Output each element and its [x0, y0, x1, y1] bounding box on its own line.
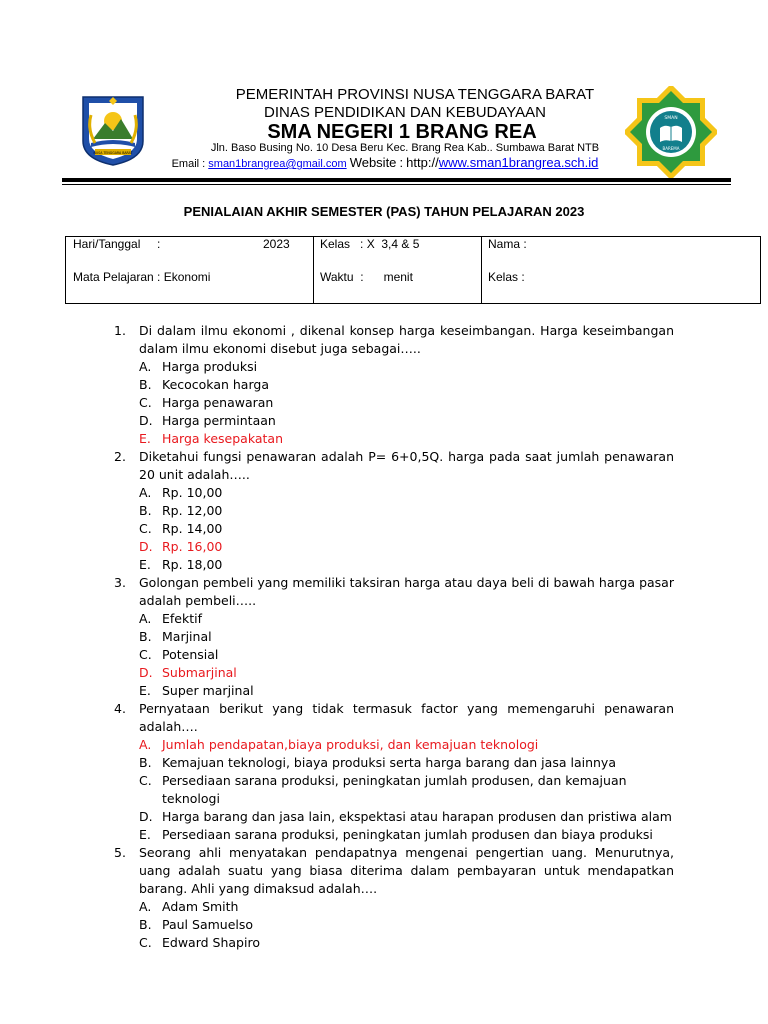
option-letter: E.	[139, 431, 151, 446]
option-letter: E.	[139, 827, 151, 842]
question-number: 5.	[114, 845, 126, 860]
option-letter: C.	[139, 395, 152, 410]
answer-option[interactable]	[139, 754, 674, 772]
info-subject: Mata Pelajaran : Ekonomi	[73, 270, 211, 284]
option-text: Rp. 16,00	[162, 539, 223, 554]
left-logo-text: NUSA TENGGARA BARAT	[93, 151, 133, 155]
option-letter: E.	[139, 557, 151, 572]
option-text: Potensial	[162, 647, 219, 662]
header-divider-thick	[62, 178, 731, 182]
option-text: Rp. 14,00	[162, 521, 223, 536]
website-prefix: http://	[406, 155, 439, 170]
option-text: Paul Samuelso	[162, 917, 254, 932]
option-text: Rp. 12,00	[162, 503, 223, 518]
option-text: Harga penawaran	[162, 395, 274, 410]
right-logo-bottom-text: BAREMA	[662, 146, 680, 151]
header-government-line: PEMERINTAH PROVINSI NUSA TENGGARA BARAT	[235, 86, 595, 103]
answer-option[interactable]	[139, 898, 674, 916]
option-letter: D.	[139, 665, 153, 680]
answer-option[interactable]	[139, 520, 674, 538]
option-letter: A.	[139, 737, 152, 752]
question-list	[114, 322, 674, 952]
option-text: Adam Smith	[162, 899, 239, 914]
email-link[interactable]: sman1brangrea@gmail.com	[208, 158, 347, 170]
website-link[interactable]: www.sman1brangrea.sch.id	[438, 155, 599, 170]
header-contact	[150, 155, 620, 172]
option-text: Submarjinal	[162, 665, 237, 680]
answer-options	[139, 736, 674, 844]
option-letter: C.	[139, 647, 152, 662]
answer-option[interactable]	[139, 772, 674, 808]
option-text: Rp. 10,00	[162, 485, 223, 500]
header-school-name: SMA NEGERI 1 BRANG REA	[267, 121, 537, 143]
exam-title: PENIALAIAN AKHIR SEMESTER (PAS) TAHUN PELAJARAN 2023	[183, 204, 585, 219]
option-letter: B.	[139, 755, 152, 770]
option-letter: D.	[139, 413, 153, 428]
option-text: Rp. 18,00	[162, 557, 223, 572]
option-letter: A.	[139, 611, 152, 626]
answer-option[interactable]	[139, 556, 674, 574]
info-name-field[interactable]: Nama :	[488, 237, 527, 251]
option-text: Harga produksi	[162, 359, 258, 374]
option-text: Persediaan sarana produksi, peningkatan jumlah produsen, dan kemajuan teknologi	[162, 773, 627, 806]
question-stem: Golongan pembeli yang memiliki taksiran harga atau daya beli di bawah harga pasar adalah pembeli…..	[139, 575, 674, 608]
answer-option[interactable]	[139, 682, 674, 700]
info-column-class-time	[313, 237, 482, 303]
option-text: Harga permintaan	[162, 413, 276, 428]
answer-options	[139, 484, 674, 574]
info-student-class-field[interactable]: Kelas :	[488, 270, 525, 284]
question-item	[114, 574, 674, 700]
option-letter: D.	[139, 809, 153, 824]
answer-option[interactable]	[139, 916, 674, 934]
question-item	[114, 700, 674, 844]
option-text: Harga kesepakatan	[162, 431, 283, 446]
info-year: 2023	[263, 237, 290, 251]
answer-options	[139, 898, 674, 952]
question-item	[114, 844, 674, 952]
answer-option[interactable]	[139, 484, 674, 502]
option-letter: C.	[139, 935, 152, 950]
website-separator: :	[399, 155, 404, 170]
option-text: Kecocokan harga	[162, 377, 269, 392]
website-label: Website	[349, 155, 397, 170]
option-letter: B.	[139, 629, 152, 644]
right-logo-top-text: SMAN	[664, 116, 678, 121]
answer-option[interactable]	[139, 934, 674, 952]
answer-option[interactable]	[139, 376, 674, 394]
option-text: Efektif	[162, 611, 203, 626]
option-letter: A.	[139, 359, 152, 374]
option-letter: A.	[139, 899, 152, 914]
info-column-student	[481, 237, 760, 303]
option-text: Edward Shapiro	[162, 935, 260, 950]
answer-option[interactable]	[139, 430, 674, 448]
header-divider-thin	[62, 184, 731, 185]
option-letter: E.	[139, 683, 151, 698]
option-text: Jumlah pendapatan,biaya produksi, dan kemajuan teknologi	[162, 737, 539, 752]
question-number: 2.	[114, 449, 126, 464]
answer-option[interactable]	[139, 826, 674, 844]
info-time: Waktu : menit	[320, 270, 413, 284]
answer-option[interactable]	[139, 538, 674, 556]
header-address: Jln. Baso Busing No. 10 Desa Beru Kec. Brang Rea Kab.. Sumbawa Barat NTB	[210, 142, 600, 154]
answer-option[interactable]	[139, 736, 674, 754]
question-number: 4.	[114, 701, 126, 716]
email-label: Email :	[171, 158, 209, 170]
question-stem: Seorang ahli menyatakan pendapatnya mengenai pengertian uang. Menurutnya, uang adalah suatu yang biasa diterima dalam pembayaran untuk mendapatkan barang. Ahli yang dimaksud adalah….	[139, 845, 674, 896]
question-item	[114, 448, 674, 574]
provincial-emblem-logo	[79, 93, 147, 167]
info-date-label: Hari/Tanggal :	[73, 237, 161, 251]
option-text: Marjinal	[162, 629, 212, 644]
option-letter: B.	[139, 917, 152, 932]
question-stem: Pernyataan berikut yang tidak termasuk factor yang memengaruhi penawaran adalah….	[139, 701, 674, 734]
question-stem: Diketahui fungsi penawaran adalah P= 6+0,5Q. harga pada saat jumlah penawaran 20 unit adalah…..	[139, 449, 674, 482]
answer-option[interactable]	[139, 502, 674, 520]
answer-option[interactable]	[139, 394, 674, 412]
exam-info-table	[65, 236, 761, 304]
answer-option[interactable]	[139, 808, 674, 826]
option-text: Super marjinal	[162, 683, 254, 698]
option-letter: A.	[139, 485, 152, 500]
option-letter: D.	[139, 539, 153, 554]
question-item	[114, 322, 674, 448]
option-text: Kemajuan teknologi, biaya produksi serta harga barang dan jasa lainnya	[162, 755, 616, 770]
answer-options	[139, 358, 674, 448]
info-class: Kelas : X 3,4 & 5	[320, 237, 420, 251]
option-text: Harga barang dan jasa lain, ekspektasi atau harapan produsen dan pristiwa alam	[162, 809, 672, 824]
option-letter: C.	[139, 773, 152, 788]
answer-option[interactable]	[139, 412, 674, 430]
option-letter: C.	[139, 521, 152, 536]
question-stem: Di dalam ilmu ekonomi , dikenal konsep harga keseimbangan. Harga keseimbangan dalam ilmu ekonomi disebut juga sebagai…..	[139, 323, 674, 356]
option-text: Persediaan sarana produksi, peningkatan jumlah produsen dan biaya produksi	[162, 827, 653, 842]
option-letter: B.	[139, 377, 152, 392]
option-letter: B.	[139, 503, 152, 518]
header-department-line: DINAS PENDIDIKAN DAN KEBUDAYAAN	[263, 104, 546, 121]
question-number: 1.	[114, 323, 126, 338]
question-number: 3.	[114, 575, 126, 590]
info-column-date-subject	[66, 237, 314, 303]
answer-option[interactable]	[139, 646, 674, 664]
answer-option[interactable]	[139, 664, 674, 682]
answer-option[interactable]	[139, 610, 674, 628]
answer-option[interactable]	[139, 358, 674, 376]
answer-option[interactable]	[139, 628, 674, 646]
answer-options	[139, 610, 674, 700]
